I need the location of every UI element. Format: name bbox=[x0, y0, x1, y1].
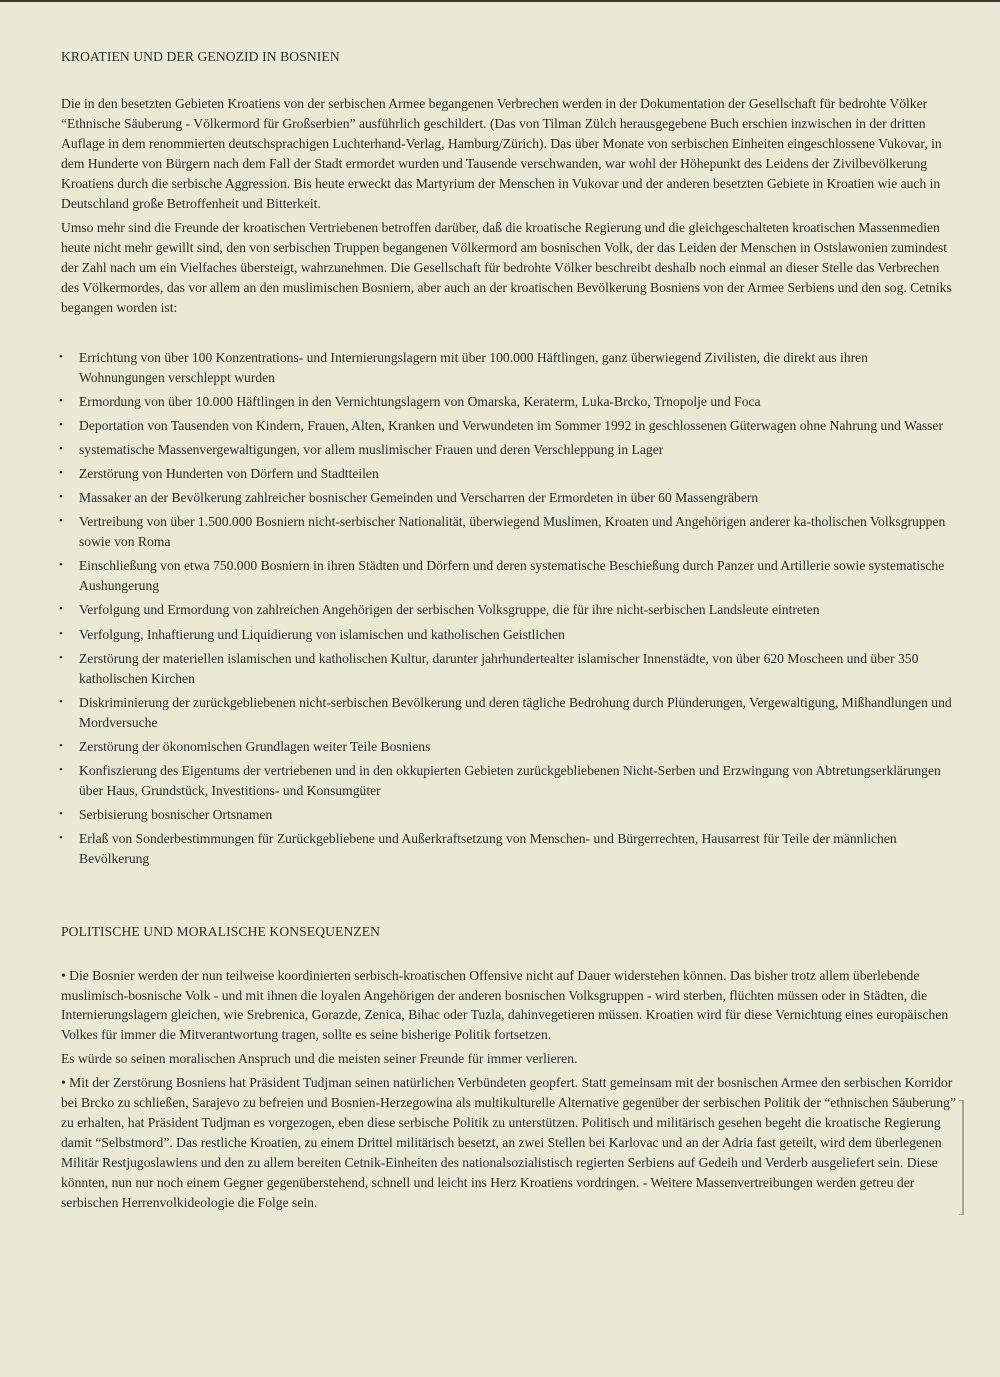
document-page bbox=[61, 48, 956, 1213]
list-item bbox=[61, 512, 956, 552]
list-item-text: Errichtung von über 100 Konzentrations- und Internierungslagern mit über 100.000 Häftlingen, ganz überwiegend Zivilisten, die direkt aus ihren Wohnungungen verschleppt wurden bbox=[79, 349, 868, 385]
list-item bbox=[61, 761, 956, 801]
list-item bbox=[61, 416, 956, 436]
list-item-text: Ermordung von über 10.000 Häftlingen in den Vernichtungslagern von Omarska, Keraterm, Luka-Brcko, Trnopolje und Foca bbox=[79, 393, 761, 409]
list-item bbox=[61, 805, 956, 825]
bullet-icon: • bbox=[59, 443, 63, 456]
bullet-icon: • bbox=[59, 491, 63, 504]
list-item-text: Diskriminierung der zurückgebliebenen nicht-serbischen Bevölkerung und deren tägliche Bedrohung durch Plünderungen, Vergewaltigung, Mißhandlungen und Mordversuche bbox=[79, 694, 952, 730]
list-item-text: systematische Massenvergewaltigungen, vor allem muslimischer Frauen und deren Verschleppung in Lager bbox=[79, 442, 664, 458]
intro-paragraph: Die in den besetzten Gebieten Kroatiens von der serbischen Armee begangenen Verbrechen werden in der Dokumentation der Gesellschaft für bedrohte Völker “Ethnische Säuberung - Völkermord für Großserbien” ausführlich geschildert. (Das von Tilman Zülch herausgegebene Buch erschien inzwischen in der dritten Auflage in dem renommierten deutschsprachigen Luchterhand-Verlag, Hamburg/Zürich). Das über Monate von serbischen Einheiten eingeschlossene Vukovar, in dem Hunderte von Bürgern nach dem Fall der Stadt ermordet wurden und Tausende verschwanden, war wohl der Höhepunkt des Leidens der Zivilbevölkerung Kroatiens durch die serbische Aggression. Bis heute erweckt das Martyrium der Menschen in Vukovar und der anderen besetzten Gebiete in Kroatien wie auch in Deutschland große Betroffenheit und Bitterkeit. bbox=[61, 96, 942, 211]
list-item-text: Serbisierung bosnischer Ortsnamen bbox=[79, 806, 273, 822]
margin-pen-tick bbox=[959, 1100, 963, 1101]
list-item bbox=[61, 649, 956, 689]
bullet-icon: • bbox=[59, 515, 63, 528]
scan-top-edge bbox=[0, 0, 1000, 2]
list-item-text: Einschließung von etwa 750.000 Bosniern in ihren Städten und Dörfern und deren systematische Beschießung durch Panzer und Artillerie sowie systematische Aushungerung bbox=[79, 558, 945, 594]
bullet-icon: • bbox=[59, 807, 63, 820]
bullet-icon: • bbox=[59, 763, 63, 776]
list-item-text: Deportation von Tausenden von Kindern, Frauen, Alten, Kranken und Verwundeten im Sommer 1992 in geschlossenen Güterwagen ohne Nahrung und Wasser bbox=[79, 418, 943, 434]
section-title-genocide: KROATIEN UND DER GENOZID IN BOSNIEN bbox=[61, 49, 340, 64]
list-item-text: Vertreibung von über 1.500.000 Bosniern nicht-serbischer Nationalität, überwiegend Muslimen, Kroaten und Angehörigen anderer ka-tholischen Volksgruppen sowie von Roma bbox=[79, 514, 946, 550]
consequence-paragraph: Es würde so seinen moralischen Anspruch und die meisten seiner Freunde für immer verlieren. bbox=[61, 1051, 578, 1067]
list-item-text: Massaker an der Bevölkerung zahlreicher bosnischer Gemeinden und Verscharren der Ermordeten in über 60 Massengräbern bbox=[79, 490, 759, 506]
bullet-icon: • bbox=[59, 831, 63, 844]
crimes-list bbox=[61, 348, 956, 869]
bullet-icon: • bbox=[59, 559, 63, 572]
list-item bbox=[61, 348, 956, 388]
list-item-text: Verfolgung und Ermordung von zahlreichen Angehörigen der serbischen Volksgruppe, die für ihre nicht-serbischen Landsleute eintreten bbox=[79, 602, 820, 618]
list-item bbox=[61, 440, 956, 460]
bullet-icon: • bbox=[59, 739, 63, 752]
list-item-text: Zerstörung der ökonomischen Grundlagen weiter Teile Bosniens bbox=[79, 738, 431, 754]
bullet-icon: • bbox=[59, 467, 63, 480]
bullet-icon: • bbox=[59, 695, 63, 708]
list-item-text: Verfolgung, Inhaftierung und Liquidierung von islamischen und katholischen Geistlichen bbox=[79, 626, 565, 642]
consequence-paragraph: • Die Bosnier werden der nun teilweise koordinierten serbisch-kroatischen Offensive nicht auf Dauer widerstehen können. Das bisher trotz allem überlebende muslimisch-bosnische Volk - und mit ihnen die loyalen Angehörigen der anderen bosnischen Volksgruppen - wird sterben, flüchten müssen oder in Städten, die Internierungslagern gleichen, wie Srebrenica, Gorazde, Zenica, Bihac oder Tuzla, dahinvegetieren müssen. Kroatien wird für diese Vernichtung eines europäischen Volkes für immer die Mitverantwortung tragen, sollte es seine bisherige Politik fortsetzen. bbox=[61, 967, 949, 1043]
list-item-text: Zerstörung von Hunderten von Dörfern und Stadtteilen bbox=[79, 466, 379, 482]
bullet-icon: • bbox=[59, 394, 63, 407]
list-item bbox=[61, 693, 956, 733]
list-item bbox=[61, 625, 956, 645]
list-item bbox=[61, 829, 956, 869]
bullet-icon: • bbox=[59, 603, 63, 616]
list-item bbox=[61, 556, 956, 596]
section-title-consequences: POLITISCHE UND MORALISCHE KONSEQUENZEN bbox=[61, 923, 381, 939]
list-item bbox=[61, 488, 956, 508]
margin-pen-tick bbox=[959, 1214, 963, 1215]
intro-paragraph: Umso mehr sind die Freunde der kroatischen Vertriebenen betroffen darüber, daß die kroatische Regierung und die gleichgeschalteten kroatischen Massenmedien heute nicht mehr gewillt sind, den von serbischen Truppen begangenen Völkermord am bosnischen Volk, der das Leiden der Menschen in Ostslawonien zumindest der Zahl nach um ein Vielfaches übersteigt, wahrzunehmen. Die Gesellschaft für bedrohte Völker beschreibt deshalb noch einmal an dieser Stelle das Verbrechen des Völkermordes, das vor allem an den muslimischen Bosniern, aber auch an der kroatischen Bevölkerung Bosniens von der Armee Serbiens und den sog. Cetniks begangen worden ist: bbox=[61, 220, 952, 316]
bullet-icon: • bbox=[59, 419, 63, 432]
bullet-icon: • bbox=[59, 350, 63, 363]
bullet-icon: • bbox=[59, 651, 63, 664]
margin-pen-mark bbox=[962, 1100, 964, 1215]
list-item-text: Erlaß von Sonderbestimmungen für Zurückgebliebene und Außerkraftsetzung von Menschen- und Bürgerrechten, Hausarrest für Teile der männlichen Bevölkerung bbox=[79, 830, 897, 866]
list-item bbox=[61, 464, 956, 484]
list-item bbox=[61, 600, 956, 620]
list-item-text: Konfiszierung des Eigentums der vertriebenen und in den okkupierten Gebieten zurückgebliebenen Nicht-Serben und Erzwingung von Abtretungserklärungen über Haus, Grundstück, Investitions- und Konsumgüter bbox=[79, 762, 941, 798]
list-item-text: Zerstörung der materiellen islamischen und katholischen Kultur, darunter jahrhundertealter islamischer Innenstädte, von über 620 Moscheen und über 350 katholischen Kirchen bbox=[79, 650, 919, 686]
bullet-icon: • bbox=[59, 627, 63, 640]
list-item bbox=[61, 392, 956, 412]
list-item bbox=[61, 737, 956, 757]
consequence-paragraph: • Mit der Zerstörung Bosniens hat Präsident Tudjman seinen natürlichen Verbündeten geopfert. Statt gemeinsam mit der bosnischen Armee den serbischen Korridor bei Brcko zu schließen, Sarajevo zu befreien und Bosnien-Herzegowina als multikulturelle Alternative gegenüber der serbischen Politik der “ethnischen Säuberung” zu erhalten, hat Präsident Tudjman es vorgezogen, eben diese serbische Politik zu unterstützen. Politisch und militärisch gesehen begeht die kroatische Regierung damit “Selbstmord”. Das restliche Kroatien, zu einem Drittel militärisch besetzt, an zwei Stellen bei Karlovac und an der Adria fast geteilt, wird dem überlegenen Militär Restjugoslawiens und den zu allem bereiten Cetnik-Einheiten des nationalsozialistisch regierten Serbiens auf Gedeih und Verderb ausgeliefert sein. Diese könnten, nun nur noch einem Gegner gegenüberstehend, schnell und leicht ins Herz Kroatiens vordringen. - Weitere Massenvertreibungen werden getreu der serbischen Herrenvolkideologie die Folge sein. bbox=[61, 1075, 957, 1210]
